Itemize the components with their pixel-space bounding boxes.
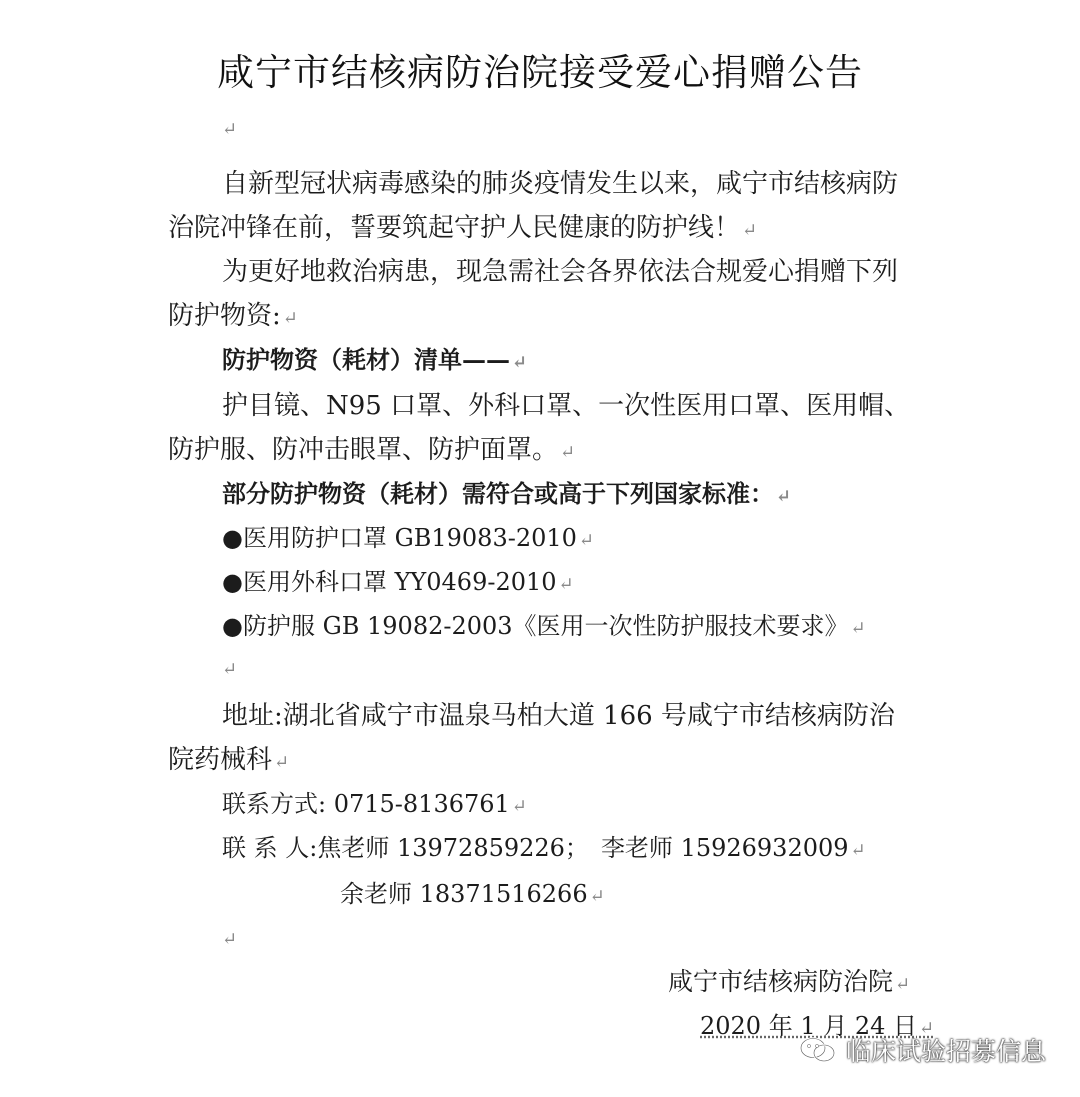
paragraph-mark: ↵ — [776, 486, 792, 507]
paragraph-mark: ↵ — [274, 752, 290, 773]
standard-item-text: ●防护服 GB 19082-2003《医用一次性防护服技术要求》 — [222, 612, 849, 640]
standard-item — [222, 610, 866, 645]
list-heading — [222, 344, 527, 379]
intro-line-2 — [168, 212, 757, 247]
appeal-line-1: 为更好地救治病患，现急需社会各界依法合规爱心捐赠下列 — [222, 257, 899, 287]
contact-line — [222, 832, 866, 867]
signature-org — [668, 966, 910, 1001]
paragraph-mark: ↵ — [282, 308, 298, 329]
address-line-1: 地址:湖北省咸宁市温泉马柏大道 166 号咸宁市结核病防治 — [222, 701, 895, 731]
standards-heading-text: 部分防护物资（耗材）需符合或高于下列国家标准： — [222, 479, 774, 508]
paragraph-mark: ↵ — [560, 442, 576, 463]
address-line-2-text: 院药械科 — [168, 745, 273, 775]
paragraph-mark: ↵ — [512, 352, 528, 373]
standard-item-text: ●医用防护口罩 GB19083-2010 — [222, 524, 577, 552]
list-heading-text: 防护物资（耗材）清单—— — [222, 345, 510, 374]
items-line-1: 护目镜、N95 口罩、外科口罩、一次性医用口罩、医用帽、 — [222, 391, 911, 421]
phone-line — [222, 788, 527, 823]
intro-line-1: 自新型冠状病毒感染的肺炎疫情发生以来，咸宁市结核病防 — [222, 169, 899, 199]
paragraph-mark: ↵ — [558, 574, 574, 595]
watermark-text: 临床试验招募信息 — [845, 1037, 1046, 1066]
contact-line-2 — [340, 878, 605, 913]
phone-text: 联系方式: 0715-8136761 — [222, 790, 510, 818]
standard-item — [222, 566, 574, 601]
paragraph-mark: ↵ — [589, 886, 605, 907]
intro-line-2-text: 治院冲锋在前，誓要筑起守护人民健康的防护线！ — [168, 213, 741, 243]
contact-label: 联 系 人: — [222, 834, 318, 862]
wechat-icon — [798, 1035, 838, 1065]
address-line-2 — [168, 744, 289, 779]
paragraph-mark: ↵ — [511, 796, 527, 817]
contact-person-2: 李老师 15926932009 — [600, 834, 849, 862]
paragraph-mark: ↵ — [850, 618, 866, 639]
items-line-2 — [168, 434, 575, 469]
paragraph-mark: ↵ — [742, 220, 758, 241]
paragraph-mark: ↵ — [222, 119, 238, 140]
items-line-2-text: 防护服、防冲击眼罩、防护面罩。 — [168, 435, 559, 465]
document-title: 咸宁市结核病防治院接受爱心捐赠公告 — [217, 51, 863, 94]
appeal-line-2 — [168, 300, 298, 335]
paragraph-mark: ↵ — [919, 1018, 935, 1039]
standards-heading — [222, 478, 791, 513]
paragraph-mark: ↵ — [895, 974, 911, 995]
standard-item-text: ●医用外科口罩 YY0469-2010 — [222, 568, 557, 596]
contact-person-1: 焦老师 13972859226； — [317, 834, 589, 862]
standard-item — [222, 522, 594, 557]
signature-date-text: 2020 年 1 月 24 日 — [700, 1012, 918, 1040]
appeal-line-2-text: 防护物资: — [168, 301, 281, 331]
paragraph-mark: ↵ — [578, 530, 595, 551]
watermark — [798, 1032, 1046, 1068]
paragraph-mark: ↵ — [222, 659, 238, 680]
signature-org-text: 咸宁市结核病防治院 — [668, 967, 894, 996]
paragraph-mark: ↵ — [850, 840, 866, 861]
paragraph-mark: ↵ — [222, 929, 238, 950]
contact-person-3: 余老师 18371516266 — [340, 880, 588, 908]
